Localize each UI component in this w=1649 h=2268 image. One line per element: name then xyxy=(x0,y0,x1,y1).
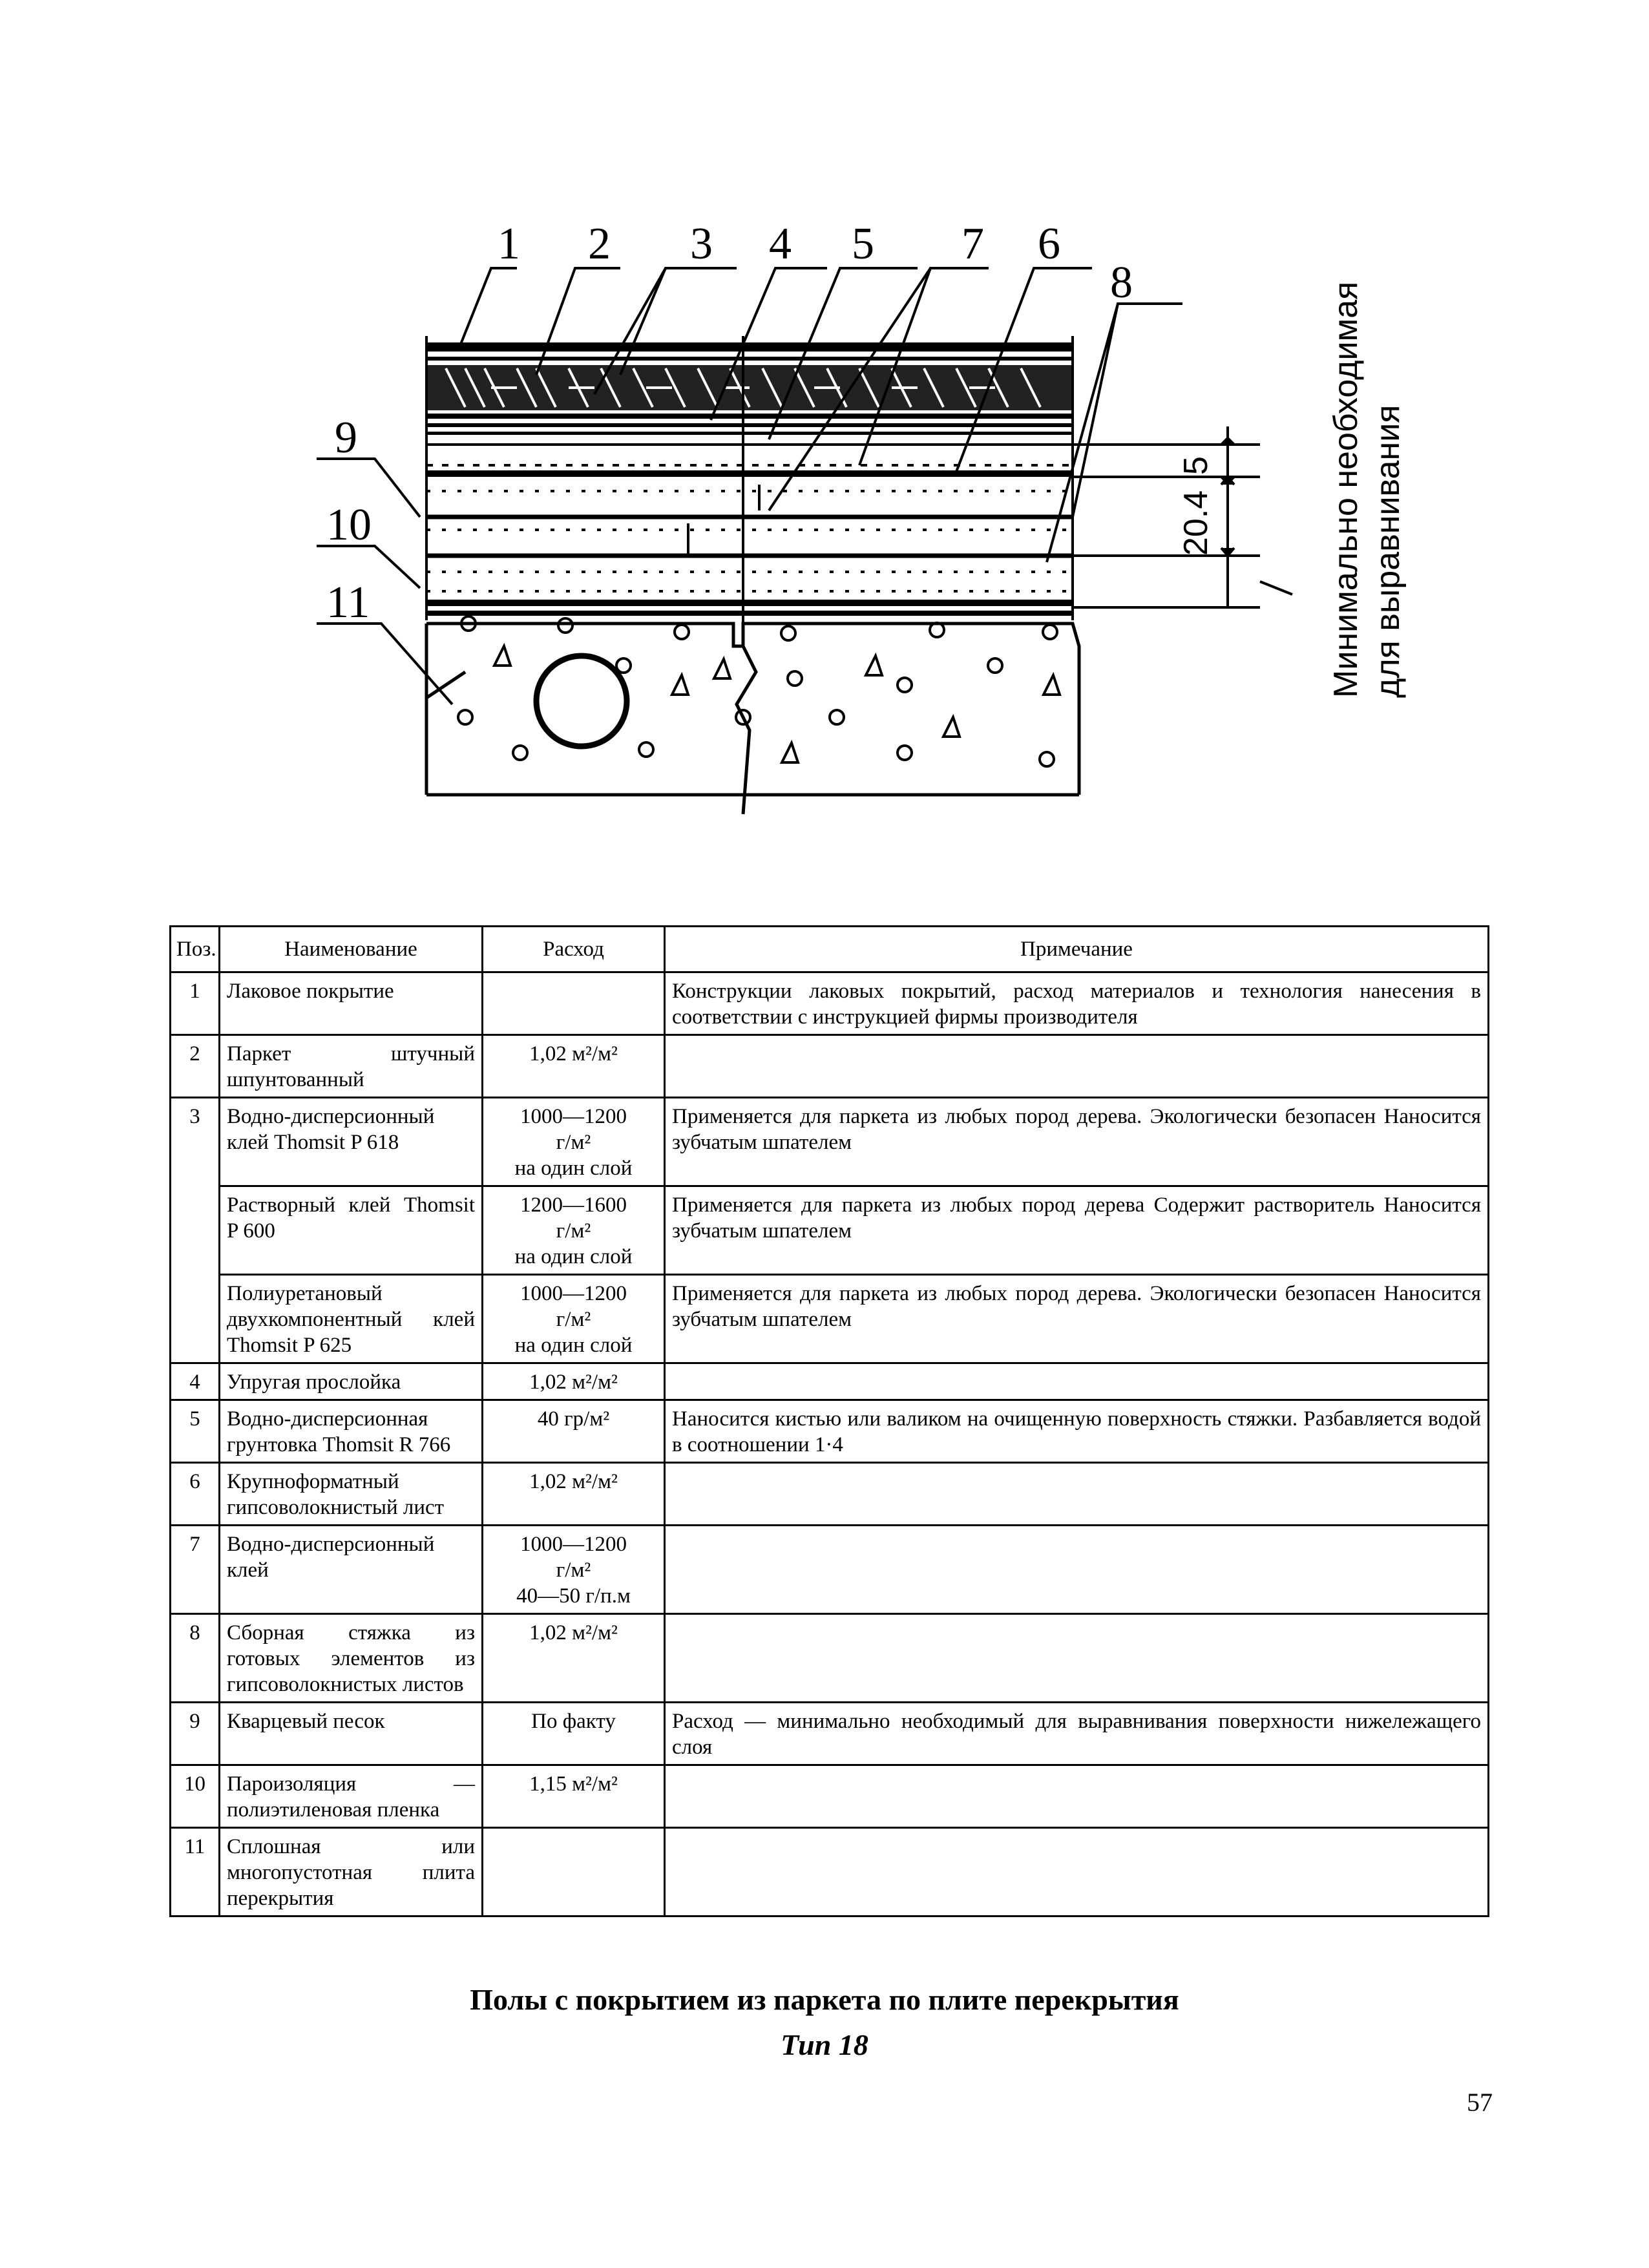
table-row xyxy=(171,1400,1489,1463)
header-note: Примечание xyxy=(665,927,1489,972)
page-subtitle: Тип 18 xyxy=(781,2028,868,2061)
materials-table xyxy=(169,925,1489,1917)
callout-2: 2 xyxy=(588,219,611,269)
side-note-line-2: для выравнивания xyxy=(1369,404,1407,698)
table-row xyxy=(171,1526,1489,1614)
header-pos: Поз. xyxy=(171,927,220,972)
row-pos: 4 xyxy=(171,1363,220,1400)
row-name: Водно-дисперсионная грунтовка Thomsit R 766 xyxy=(220,1400,483,1463)
row-pos: 2 xyxy=(171,1035,220,1098)
dimension-20-4: 20.4 xyxy=(1177,490,1215,556)
callout-5: 5 xyxy=(852,219,874,269)
row-note: Применяется для паркета из любых пород дерева Содержит растворитель Наносится зубчатым шпателем xyxy=(665,1186,1489,1275)
row-rate: 1000—1200 г/м² на один слой xyxy=(483,1098,665,1186)
table-row xyxy=(171,1275,1489,1363)
dimension-5: 5 xyxy=(1177,456,1215,475)
row-note: Конструкции лаковых покрытий, расход материалов и технология нанесения в соответствии с инструкцией фирмы производителя xyxy=(665,972,1489,1035)
table-row xyxy=(171,1035,1489,1098)
row-rate: 40 гр/м² xyxy=(483,1400,665,1463)
row-rate xyxy=(483,1828,665,1916)
row-note: Применяется для паркета из любых пород дерева. Экологически безопасен Наносится зубчатым шпателем xyxy=(665,1275,1489,1363)
row-name: Полиуретановый двухкомпонентный клей Thomsit P 625 xyxy=(220,1275,483,1363)
callout-8: 8 xyxy=(1110,258,1133,308)
row-note xyxy=(665,1035,1489,1098)
table-row xyxy=(171,1765,1489,1828)
row-pos: 6 xyxy=(171,1463,220,1526)
row-note: Наносится кистью или валиком на очищенную поверхность стяжки. Разбавляется водой в соотношении 1·4 xyxy=(665,1400,1489,1463)
row-name: Упругая прослойка xyxy=(220,1363,483,1400)
row-name: Крупноформатный гипсоволокнистый лист xyxy=(220,1463,483,1526)
row-pos: 10 xyxy=(171,1765,220,1828)
callout-9: 9 xyxy=(335,413,357,463)
row-pos: 7 xyxy=(171,1526,220,1614)
row-rate: 1000—1200 г/м² 40—50 г/п.м xyxy=(483,1526,665,1614)
row-note: Применяется для паркета из любых пород дерева. Экологически безопасен Наносится зубчатым шпателем xyxy=(665,1098,1489,1186)
floor-section-drawing xyxy=(0,0,1649,918)
callout-7: 7 xyxy=(961,219,984,269)
row-note: Расход — минимально необходимый для выравнивания поверхности нижележащего слоя xyxy=(665,1703,1489,1765)
row-pos: 1 xyxy=(171,972,220,1035)
row-rate xyxy=(483,972,665,1035)
table-row xyxy=(171,1828,1489,1916)
page-title: Полы с покрытием из паркета по плите перекрытия xyxy=(470,1983,1179,2016)
row-rate: 1,02 м²/м² xyxy=(483,1363,665,1400)
callout-4: 4 xyxy=(769,219,792,269)
table-row xyxy=(171,1614,1489,1703)
row-name: Сплошная или многопустотная плита перекрытия xyxy=(220,1828,483,1916)
table-row xyxy=(171,972,1489,1035)
row-note xyxy=(665,1363,1489,1400)
row-rate: 1,15 м²/м² xyxy=(483,1765,665,1828)
row-name: Лаковое покрытие xyxy=(220,972,483,1035)
row-rate: 1000—1200 г/м² на один слой xyxy=(483,1275,665,1363)
row-pos: 9 xyxy=(171,1703,220,1765)
page-number: 57 xyxy=(1467,2088,1493,2117)
row-note xyxy=(665,1614,1489,1703)
row-pos xyxy=(171,1186,220,1275)
side-note-line-1: Минимально необходимая xyxy=(1327,281,1365,698)
row-pos xyxy=(171,1275,220,1363)
table-row xyxy=(171,1463,1489,1526)
row-name: Паркет штучный шпунтованный xyxy=(220,1035,483,1098)
row-note xyxy=(665,1828,1489,1916)
row-name: Сборная стяжка из готовых элементов из гипсоволокнистых листов xyxy=(220,1614,483,1703)
callout-1: 1 xyxy=(498,219,520,269)
row-rate: 1,02 м²/м² xyxy=(483,1614,665,1703)
callout-3: 3 xyxy=(690,219,713,269)
callout-6: 6 xyxy=(1038,219,1060,269)
floor-slab xyxy=(426,616,1079,814)
header-name: Наименование xyxy=(220,927,483,972)
header-rate: Расход xyxy=(483,927,665,972)
table-row xyxy=(171,1363,1489,1400)
callout-10: 10 xyxy=(326,500,372,550)
table-header-row xyxy=(171,927,1489,972)
row-rate: 1200—1600 г/м² на один слой xyxy=(483,1186,665,1275)
row-pos: 5 xyxy=(171,1400,220,1463)
callout-11: 11 xyxy=(326,578,370,627)
row-note xyxy=(665,1526,1489,1614)
row-name: Кварцевый песок xyxy=(220,1703,483,1765)
row-rate: 1,02 м²/м² xyxy=(483,1035,665,1098)
row-name: Водно-дисперсионный клей xyxy=(220,1526,483,1614)
table-row xyxy=(171,1703,1489,1765)
row-name: Водно-дисперсионный клей Thomsit P 618 xyxy=(220,1098,483,1186)
row-pos: 11 xyxy=(171,1828,220,1916)
row-name: Пароизоляция — полиэтиленовая пленка xyxy=(220,1765,483,1828)
table-row xyxy=(171,1098,1489,1186)
table-row xyxy=(171,1186,1489,1275)
row-pos: 8 xyxy=(171,1614,220,1703)
row-rate: По факту xyxy=(483,1703,665,1765)
row-rate: 1,02 м²/м² xyxy=(483,1463,665,1526)
row-name: Растворный клей Thomsit P 600 xyxy=(220,1186,483,1275)
row-note xyxy=(665,1463,1489,1526)
row-note xyxy=(665,1765,1489,1828)
row-pos: 3 xyxy=(171,1098,220,1186)
